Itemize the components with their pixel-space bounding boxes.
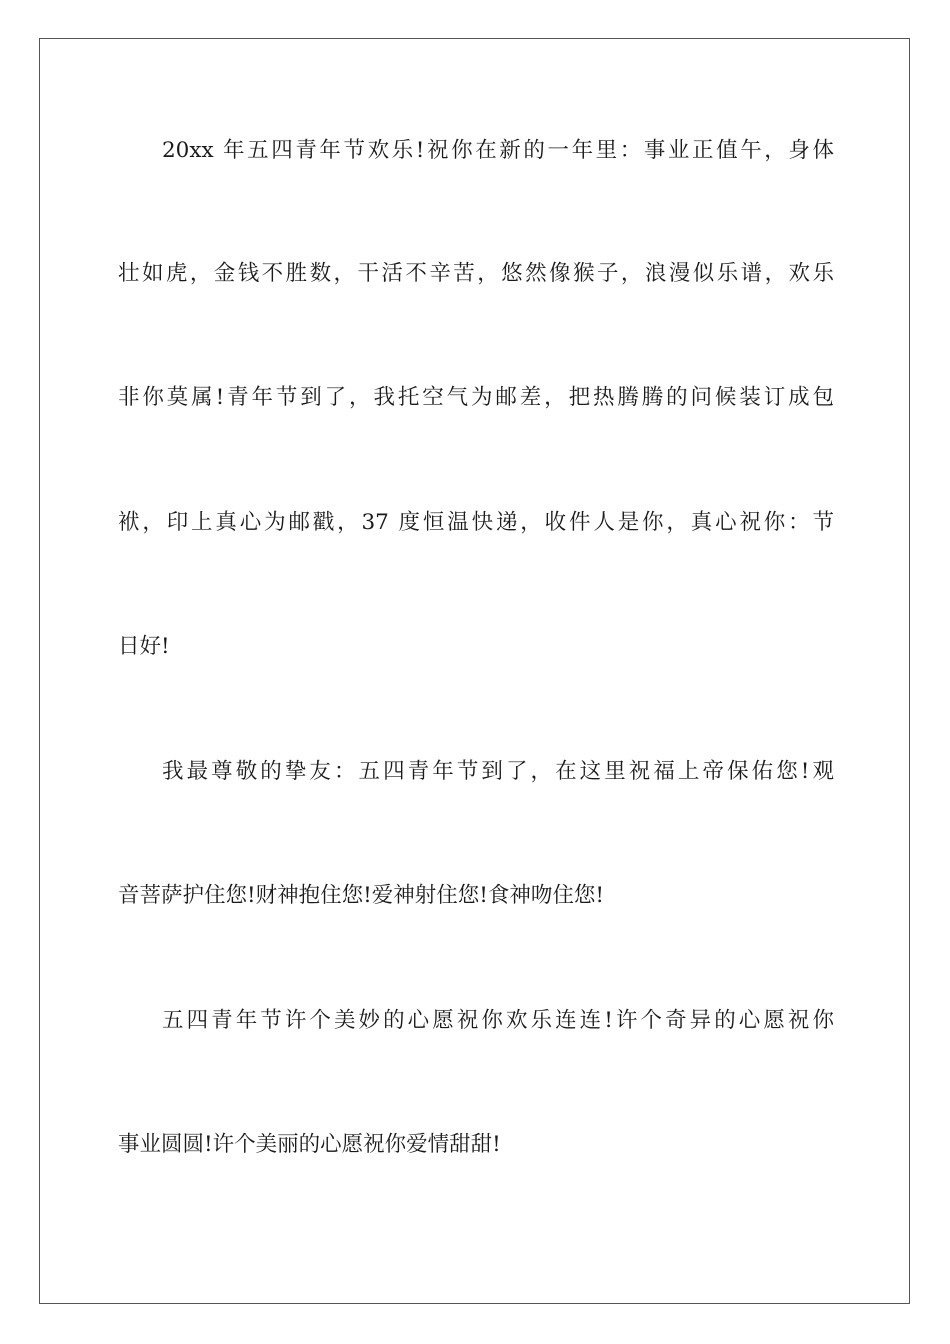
text-line: 音菩萨护住您!财神抱住您!爱神射住您!食神吻住您!: [118, 883, 605, 908]
text-line: 非你莫属!青年节到了，我托空气为邮差，把热腾腾的问候装订成包: [118, 385, 834, 410]
text-line: 壮如虎，金钱不胜数，干活不辛苦，悠然像猴子，浪漫似乐谱，欢乐: [118, 261, 834, 286]
text-line: 20xx 年五四青年节欢乐!祝你在新的一年里：事业正值午，身体: [162, 138, 834, 163]
text-line: 日好!: [118, 634, 170, 659]
text-line: 我最尊敬的挚友：五四青年节到了，在这里祝福上帝保佑您!观: [162, 759, 834, 784]
page-frame: [39, 38, 910, 1304]
text-line: 袱，印上真心为邮戳，37 度恒温快递，收件人是你，真心祝你：节: [118, 510, 834, 535]
text-line: 五四青年节许个美妙的心愿祝你欢乐连连!许个奇异的心愿祝你: [162, 1008, 834, 1033]
text-line: 事业圆圆!许个美丽的心愿祝你爱情甜甜!: [118, 1132, 501, 1157]
